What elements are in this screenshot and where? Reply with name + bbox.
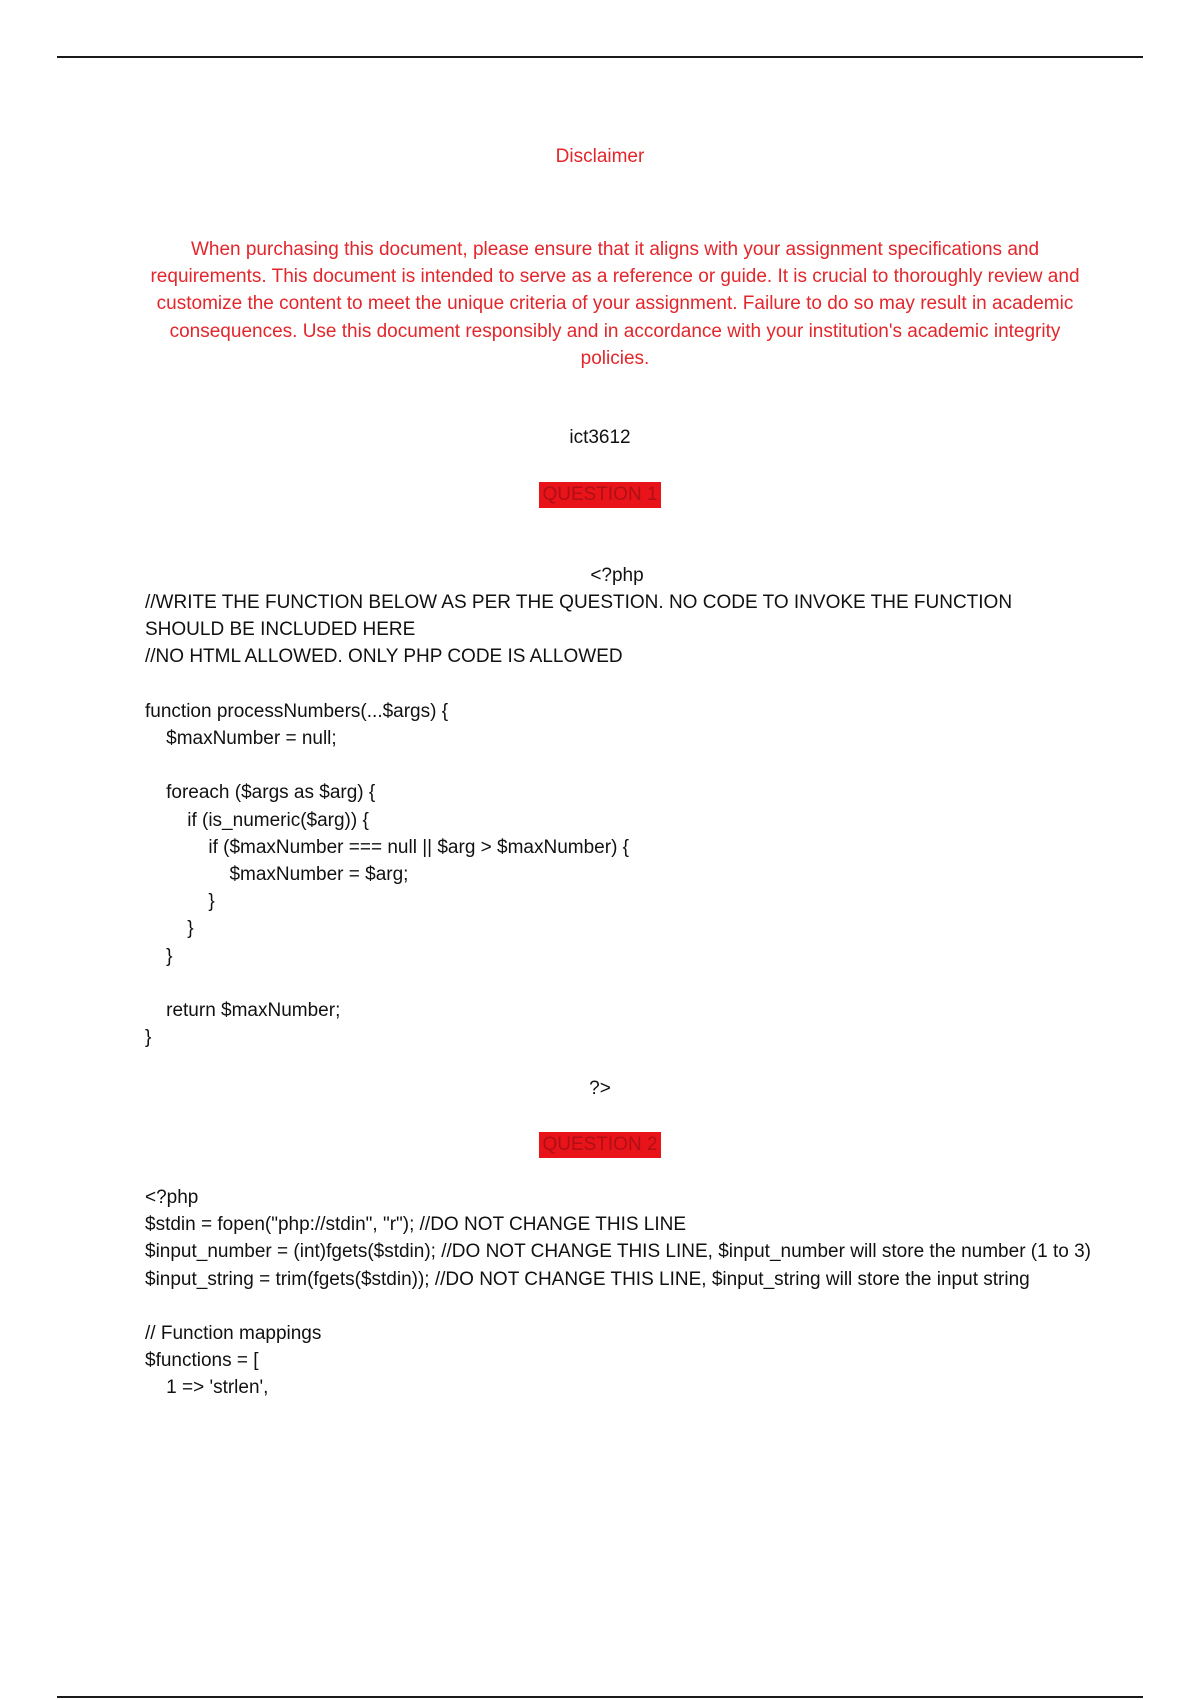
php-close-tag: ?>	[589, 1078, 611, 1099]
code-line: $input_number = (int)fgets($stdin); //DO NOT CHANGE THIS LINE, $input_number will store the number (1 to 3)	[145, 1241, 1091, 1263]
code-line: $maxNumber = $arg;	[145, 864, 409, 886]
question-1-label: QUESTION 1	[539, 482, 660, 508]
code-line: $maxNumber = null;	[145, 728, 337, 750]
code-line: 1 => 'strlen',	[145, 1377, 269, 1399]
code-line: foreach ($args as $arg) {	[145, 782, 376, 804]
question-2-heading	[0, 1132, 1200, 1158]
php-open-tag: <?php	[590, 565, 644, 586]
code-line: function processNumbers(...$args) {	[145, 700, 449, 722]
code-line	[145, 752, 1095, 779]
code-line: //WRITE THE FUNCTION BELOW AS PER THE QUESTION. NO CODE TO INVOKE THE FUNCTION SHOULD BE INCLUDED HERE	[145, 592, 1018, 641]
question-1-heading	[0, 482, 1200, 508]
code-line: $functions = [	[145, 1350, 259, 1372]
code-line: <?php	[145, 1187, 199, 1208]
code-line	[145, 1293, 1095, 1320]
code-line	[145, 671, 1095, 698]
course-code: ict3612	[569, 427, 631, 448]
code-line: }	[145, 945, 173, 967]
question-2-label: QUESTION 2	[539, 1132, 660, 1158]
question-2-code	[145, 1184, 1095, 1402]
code-line: $stdin = fopen("php://stdin", "r"); //DO NOT CHANGE THIS LINE	[145, 1214, 687, 1236]
code-line: }	[145, 1027, 152, 1049]
code-line	[145, 970, 1095, 997]
disclaimer-body: When purchasing this document, please ensure that it aligns with your assignment specifications and requirements. This document is intended to serve as a reference or guide. It is crucial to thoroughly review and customize the content to meet the unique criteria of your assignment. Failure to do so may result in academic consequences. Use this document responsibly and in accordance with your institution's academic integrity policies.	[150, 239, 1080, 369]
code-line: // Function mappings	[145, 1323, 322, 1345]
code-line: }	[145, 918, 194, 940]
code-line: if ($maxNumber === null || $arg > $maxNumber) {	[145, 836, 630, 858]
code-line: if (is_numeric($arg)) {	[145, 809, 369, 831]
code-line: //NO HTML ALLOWED. ONLY PHP CODE IS ALLOWED	[145, 646, 623, 668]
disclaimer-title: Disclaimer	[555, 146, 645, 167]
code-line: $input_string = trim(fgets($stdin)); //DO NOT CHANGE THIS LINE, $input_string will store the input string	[145, 1268, 1030, 1290]
code-line: return $maxNumber;	[145, 1000, 341, 1022]
code-line: }	[145, 891, 215, 913]
question-1-code	[145, 589, 1095, 1051]
bottom-rule	[57, 1696, 1143, 1698]
